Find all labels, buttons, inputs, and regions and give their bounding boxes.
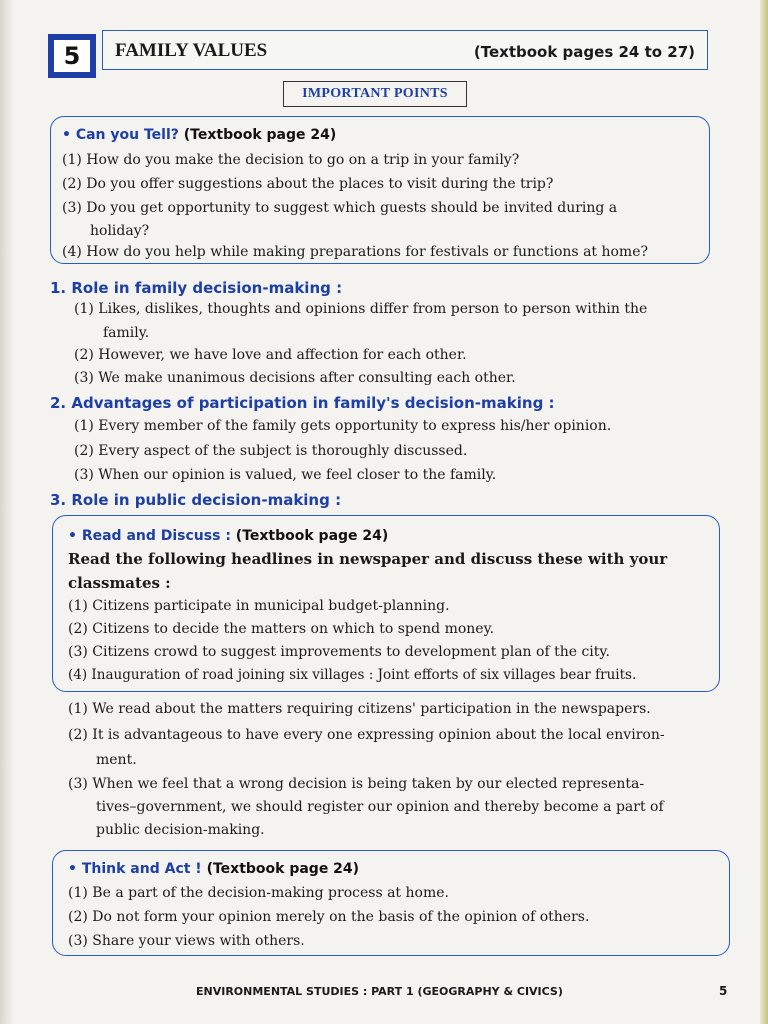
list-item: (3) When our opinion is valued, we feel closer to the family. <box>74 467 497 483</box>
think-act-title: Think and Act ! <box>81 861 202 877</box>
section-heading-advantages: 2. Advantages of participation in family's decision-making : <box>50 394 555 412</box>
page-footer: ENVIRONMENTAL STUDIES : PART 1 (GEOGRAPHY & CIVICS) <box>196 985 563 998</box>
list-item-continuation: tives–government, we should register our opinion and thereby become a part of <box>96 799 664 815</box>
list-item: (1) Likes, dislikes, thoughts and opinions differ from person to person within the <box>74 301 648 317</box>
textbook-pages-ref: (Textbook pages 24 to 27) <box>473 43 695 61</box>
bullet-icon: • <box>68 528 77 544</box>
read-discuss-heading <box>68 527 388 545</box>
headline-item: (4) Inauguration of road joining six villages : Joint efforts of six villages bear fruits. <box>68 667 637 683</box>
important-points-label-box <box>283 81 467 107</box>
list-item: (2) Do you offer suggestions about the places to visit during the trip? <box>62 176 554 192</box>
page-edge <box>760 0 768 1024</box>
list-item: (3) When we feel that a wrong decision is being taken by our elected representa- <box>68 776 645 792</box>
headline-item: (2) Citizens to decide the matters on which to spend money. <box>68 621 495 637</box>
bullet-icon: • <box>68 861 77 877</box>
list-item: (3) Do you get opportunity to suggest which guests should be invited during a <box>62 200 618 216</box>
read-discuss-intro-cont: classmates : <box>68 574 171 592</box>
list-item: (2) However, we have love and affection for each other. <box>74 347 467 363</box>
page-binding-shadow <box>0 0 14 1024</box>
list-item-continuation: public decision-making. <box>96 822 265 838</box>
list-item: (3) We make unanimous decisions after consulting each other. <box>74 370 516 386</box>
list-item: (1) Be a part of the decision-making process at home. <box>68 885 449 901</box>
can-you-tell-heading <box>62 126 336 144</box>
can-you-tell-title: Can you Tell? <box>75 127 179 143</box>
chapter-title: FAMILY VALUES <box>115 40 268 61</box>
list-item-continuation: ment. <box>96 752 137 768</box>
list-item: (2) Every aspect of the subject is thoroughly discussed. <box>74 443 468 459</box>
bullet-icon: • <box>62 127 71 143</box>
think-act-heading <box>68 860 359 878</box>
section-heading-public-decision: 3. Role in public decision-making : <box>50 491 342 509</box>
list-item-continuation: family. <box>103 325 150 341</box>
list-item: (2) Do not form your opinion merely on the basis of the opinion of others. <box>68 909 590 925</box>
think-act-ref: (Textbook page 24) <box>206 861 360 877</box>
list-item: (3) Share your views with others. <box>68 933 305 949</box>
headline-item: (1) Citizens participate in municipal budget-planning. <box>68 598 450 614</box>
read-discuss-ref: (Textbook page 24) <box>235 528 389 544</box>
list-item-continuation: holiday? <box>90 223 150 239</box>
list-item: (2) It is advantageous to have every one expressing opinion about the local environ- <box>68 727 665 743</box>
can-you-tell-ref: (Textbook page 24) <box>183 127 337 143</box>
list-item: (1) Every member of the family gets opportunity to express his/her opinion. <box>74 418 612 434</box>
list-item: (1) How do you make the decision to go on a trip in your family? <box>62 152 520 168</box>
read-discuss-intro: Read the following headlines in newspaper and discuss these with your <box>68 550 668 568</box>
section-heading-family-decision: 1. Role in family decision-making : <box>50 279 343 297</box>
headline-item: (3) Citizens crowd to suggest improvements to development plan of the city. <box>68 644 610 660</box>
read-discuss-title: Read and Discuss : <box>81 528 231 544</box>
chapter-header-bar <box>102 30 708 70</box>
chapter-number-badge <box>48 34 96 78</box>
chapter-number: 5 <box>63 42 81 70</box>
page-number: 5 <box>719 984 728 998</box>
important-points-label: IMPORTANT POINTS <box>302 86 448 101</box>
list-item: (4) How do you help while making preparations for festivals or functions at home? <box>62 244 648 260</box>
list-item: (1) We read about the matters requiring citizens' participation in the newspapers. <box>68 701 651 717</box>
